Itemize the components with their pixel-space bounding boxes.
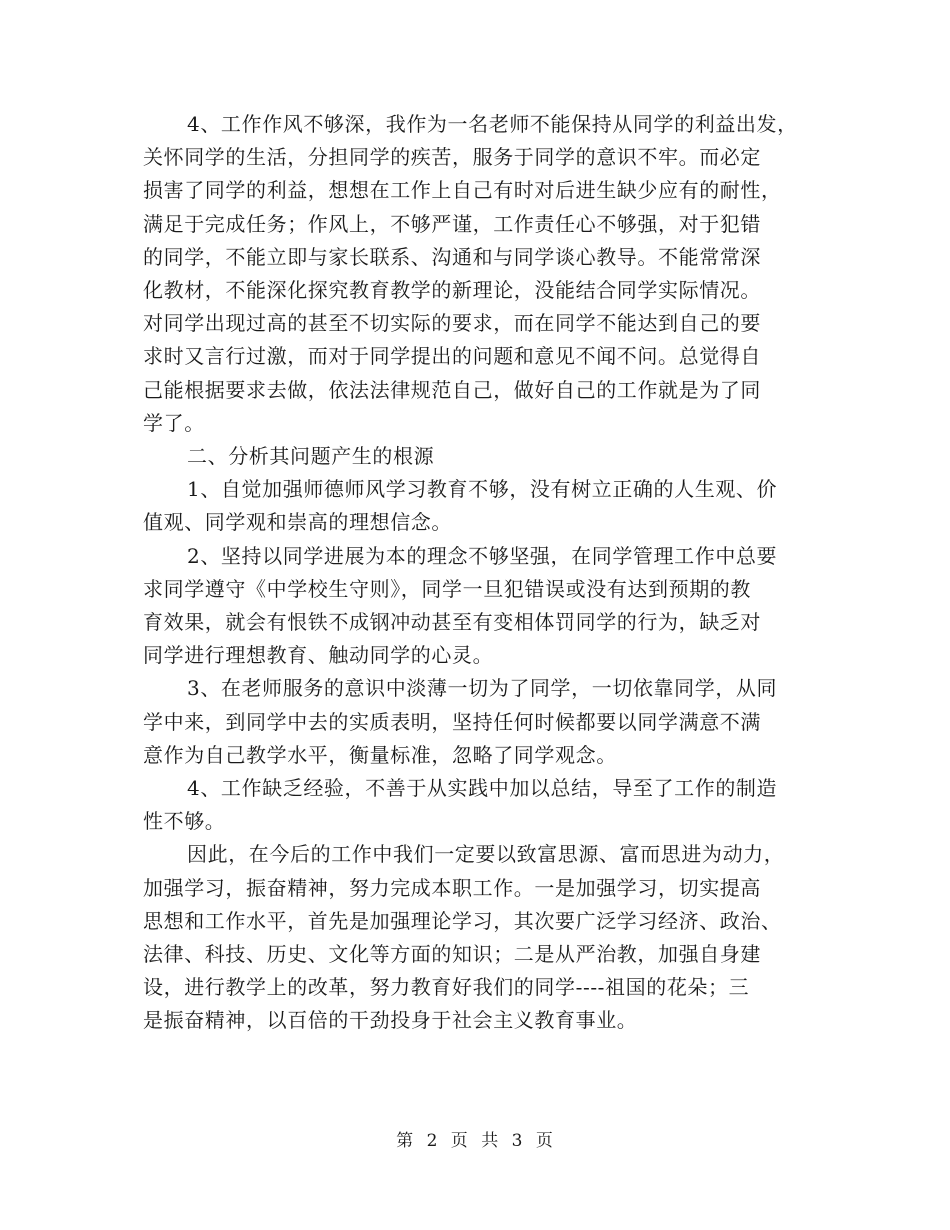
text-line: 4、工作缺乏经验，不善于从实践中加以总结，导至了工作的制造 [187, 776, 778, 801]
total-pages-number: 3 [511, 1131, 524, 1151]
section-heading-root-cause [143, 440, 823, 473]
footer-label-ye-2: 页 [535, 1131, 554, 1151]
text-line: 值观、同学观和崇高的理想信念。 [143, 510, 452, 535]
paragraph-cause-3 [143, 672, 823, 772]
text-line: 满足于完成任务；作风上，不够严谨，工作责任心不够强，对于犯错 [143, 211, 761, 236]
page-footer [0, 1126, 950, 1151]
text-line: 法律、科技、历史、文化等方面的知识；二是从严治教，加强自身建 [143, 942, 761, 967]
text-line: 4、工作作风不够深，我作为一名老师不能保持从同学的利益出发， [187, 112, 798, 136]
current-page-number: 2 [426, 1131, 439, 1151]
text-line: 化教材，不能深化探究教育教学的新理论，没能结合同学实际情况。 [143, 278, 761, 303]
footer-label-gong: 共 [481, 1131, 500, 1151]
text-line: 求时又言行过激，而对于同学提出的问题和意见不闻不问。总觉得自 [143, 344, 761, 369]
text-line: 育效果，就会有恨铁不成钢冲动甚至有变相体罚同学的行为，缺乏对 [143, 610, 761, 635]
footer-label-ye: 页 [450, 1131, 469, 1151]
text-line: 的同学，不能立即与家长联系、沟通和与同学谈心教导。不能常常深 [143, 244, 761, 269]
document-body [143, 108, 823, 1038]
text-line: 己能根据要求去做，依法法律规范自己，做好自己的工作就是为了同 [143, 377, 761, 402]
paragraph-cause-1 [143, 473, 823, 539]
footer-label-di: 第 [396, 1131, 415, 1151]
text-line: 是振奋精神，以百倍的干劲投身于社会主义教育事业。 [143, 1008, 638, 1033]
text-line: 1、自觉加强师德师风学习教育不够，没有树立正确的人生观、价 [187, 477, 778, 502]
text-line: 学了。 [143, 410, 205, 435]
text-line: 思想和工作水平，首先是加强理论学习，其次要广泛学习经济、政治、 [143, 908, 782, 933]
paragraph-conclusion [143, 838, 823, 1037]
paragraph-cause-2 [143, 540, 823, 673]
text-line: 对同学出现过高的甚至不切实际的要求，而在同学不能达到自己的要 [143, 311, 761, 336]
paragraph-work-style [143, 108, 823, 440]
text-line: 设，进行教学上的改革，努力教育好我们的同学----祖国的花朵；三 [143, 975, 750, 1000]
heading-text: 二、分析其问题产生的根源 [187, 444, 435, 469]
text-line: 3、在老师服务的意识中淡薄一切为了同学，一切依靠同学，从同 [187, 676, 778, 701]
text-line: 损害了同学的利益，想想在工作上自己有时对后进生缺少应有的耐性， [143, 178, 782, 203]
text-line: 关怀同学的生活，分担同学的疾苦，服务于同学的意识不牢。而必定 [143, 145, 761, 170]
text-line: 同学进行理想教育、触动同学的心灵。 [143, 643, 494, 668]
text-line: 求同学遵守《中学校生守则》，同学一旦犯错误或没有达到预期的教 [143, 576, 751, 601]
paragraph-cause-4 [143, 772, 823, 838]
text-line: 加强学习，振奋精神，努力完成本职工作。一是加强学习，切实提高 [143, 875, 761, 900]
text-line: 2、坚持以同学进展为本的理念不够坚强，在同学管理工作中总要 [187, 543, 778, 568]
text-line: 意作为自己教学水平，衡量标准，忽略了同学观念。 [143, 742, 617, 767]
text-line: 性不够。 [143, 809, 226, 834]
text-line: 学中来，到同学中去的实质表明，坚持任何时候都要以同学满意不满 [143, 709, 761, 734]
text-line: 因此，在今后的工作中我们一定要以致富思源、富而思进为动力， [187, 842, 785, 867]
